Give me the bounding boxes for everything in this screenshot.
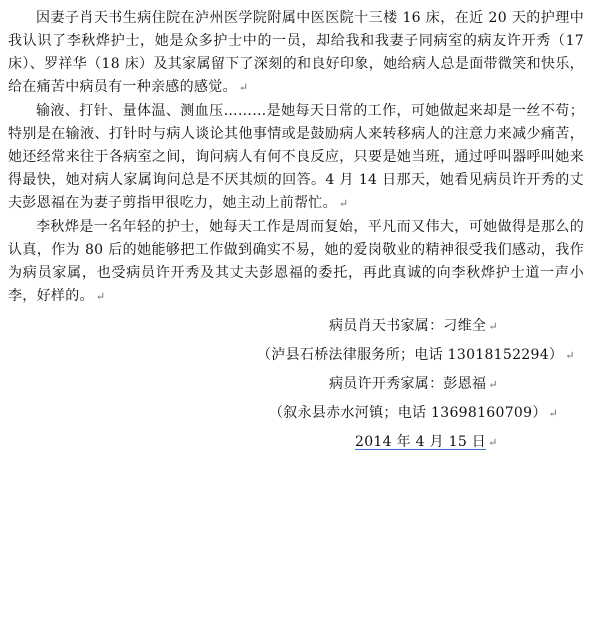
- paragraph-mark-icon: ↵: [488, 320, 498, 333]
- signature-date-line: [8, 428, 584, 457]
- signature-line-2-text: （泸县石桥法律服务所；电话 13018152294）: [257, 347, 564, 363]
- signature-line-2: [8, 341, 584, 370]
- signature-line-1-text: 病员肖天书家属：刁维全: [329, 318, 487, 334]
- signature-block: [8, 312, 584, 457]
- paragraph-mark-icon: ↵: [238, 81, 249, 94]
- signature-line-1: [8, 312, 584, 341]
- paragraph-mark-icon: ↵: [338, 197, 349, 210]
- paragraph-mark-icon: ↵: [488, 378, 498, 391]
- signature-line-4-text: （叙永县赤水河镇；电话 13698160709）: [269, 405, 547, 421]
- paragraph-3: [8, 216, 584, 308]
- paragraph-mark-icon: ↵: [488, 436, 498, 449]
- paragraph-mark-icon: ↵: [565, 349, 575, 362]
- signature-line-3: [8, 370, 584, 399]
- paragraph-mark-icon: ↵: [95, 290, 106, 303]
- paragraph-1: [8, 7, 584, 99]
- signature-date: 2014 年 4 月 15 日: [355, 434, 487, 450]
- signature-line-4: [8, 399, 584, 428]
- paragraph-2: [8, 100, 584, 215]
- paragraph-3-text: 李秋烨是一名年轻的护士，她每天工作是周而复始，平凡而又伟大，可她做得是那么的认真，作为 80 后的她能够把工作做到确实不易，她的爱岗敬业的精神很受我们感动，我作为病员家属，也受病员许开秀及其丈夫彭恩福的委托，再此真诚的向李秋烨护士道一声小李，好样的。: [8, 219, 584, 304]
- signature-line-3-text: 病员许开秀家属：彭恩福: [329, 376, 487, 392]
- paragraph-1-text: 因妻子肖天书生病住院在泸州医学院附属中医医院十三楼 16 床，在近 20 天的护理中我认识了李秋烨护士，她是众多护士中的一员，却给我和我妻子同病室的病友许开秀（17 床）、罗祥华（18 床）及其家属留下了深刻的和良好印象，她给病人总是面带微笑和快乐，给在痛苦中病员有一种亲感的感觉。: [8, 10, 584, 95]
- paragraph-2-text: 输液、打针、量体温、测血压………是她每天日常的工作，可她做起来却是一丝不苟；特别是在输液、打针时与病人谈论其他事情或是鼓励病人来转移病人的注意力来减少痛苦，她还经常来往于各病室之间，询问病人有何不良反应，只要是她当班，通过呼叫器呼叫她来得最快，她对病人家属询问总是不厌其烦的回答。4 月 14 日那天，她看见病员许开秀的丈夫彭恩福在为妻子剪指甲很吃力，她主动上前帮忙。: [8, 103, 584, 211]
- paragraph-mark-icon: ↵: [548, 407, 558, 420]
